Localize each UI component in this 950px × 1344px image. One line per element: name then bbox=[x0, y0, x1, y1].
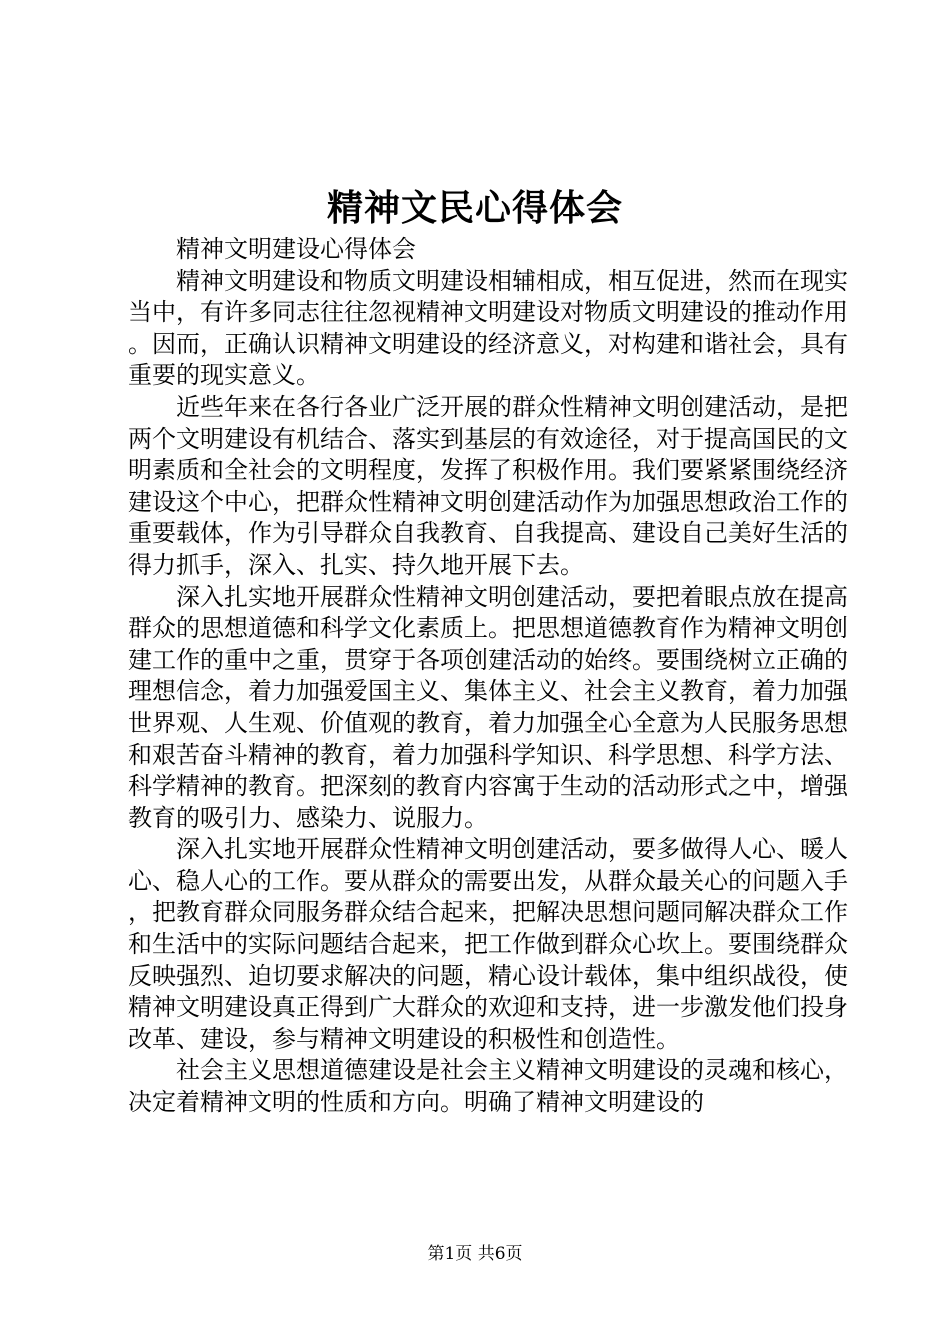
paragraph-subtitle: 精神文明建设心得体会 bbox=[176, 235, 416, 263]
page-number-footer: 第1页 共6页 bbox=[427, 1244, 523, 1264]
document-body bbox=[128, 234, 848, 1119]
paragraph: 精神文明建设和物质文明建设相辅相成，相互促进，然而在现实当中，有许多同志往往忽视精神文明建设对物质文明建设的推动作用。因而，正确认识精神文明建设的经济意义，对构建和谐社会，具有重要的现实意义。 bbox=[128, 266, 848, 390]
document-title: 精神文民心得体会 bbox=[326, 187, 623, 229]
paragraph: 社会主义思想道德建设是社会主义精神文明建设的灵魂和核心，决定着精神文明的性质和方向。明确了精神文明建设的 bbox=[128, 1056, 848, 1117]
paragraph: 深入扎实地开展群众性精神文明创建活动，要把着眼点放在提高群众的思想道德和科学文化素质上。把思想道德教育作为精神文明创建工作的重中之重，贯穿于各项创建活动的始终。要围绕树立正确的理想信念，着力加强爱国主义、集体主义、社会主义教育，着力加强世界观、人生观、价值观的教育，着力加强全心全意为人民服务思想和艰苦奋斗精神的教育，着力加强科学知识、科学思想、科学方法、科学精神的教育。把深刻的教育内容寓于生动的活动形式之中，增强教育的吸引力、感染力、说服力。 bbox=[128, 582, 848, 832]
paragraph: 近些年来在各行各业广泛开展的群众性精神文明创建活动，是把两个文明建设有机结合、落实到基层的有效途径，对于提高国民的文明素质和全社会的文明程度，发挥了积极作用。我们要紧紧围绕经济建设这个中心，把群众性精神文明创建活动作为加强思想政治工作的重要载体，作为引导群众自我教育、自我提高、建设自己美好生活的得力抓手，深入、扎实、持久地开展下去。 bbox=[128, 392, 848, 579]
paragraph: 深入扎实地开展群众性精神文明创建活动，要多做得人心、暖人心、稳人心的工作。要从群众的需要出发，从群众最关心的问题入手，把教育群众同服务群众结合起来，把解决思想问题同解决群众工作和生活中的实际问题结合起来，把工作做到群众心坎上。要围绕群众反映强烈、迫切要求解决的问题，精心设计载体，集中组织战役，使精神文明建设真正得到广大群众的欢迎和支持，进一步激发他们投身改革、建设，参与精神文明建设的积极性和创造性。 bbox=[128, 835, 848, 1053]
